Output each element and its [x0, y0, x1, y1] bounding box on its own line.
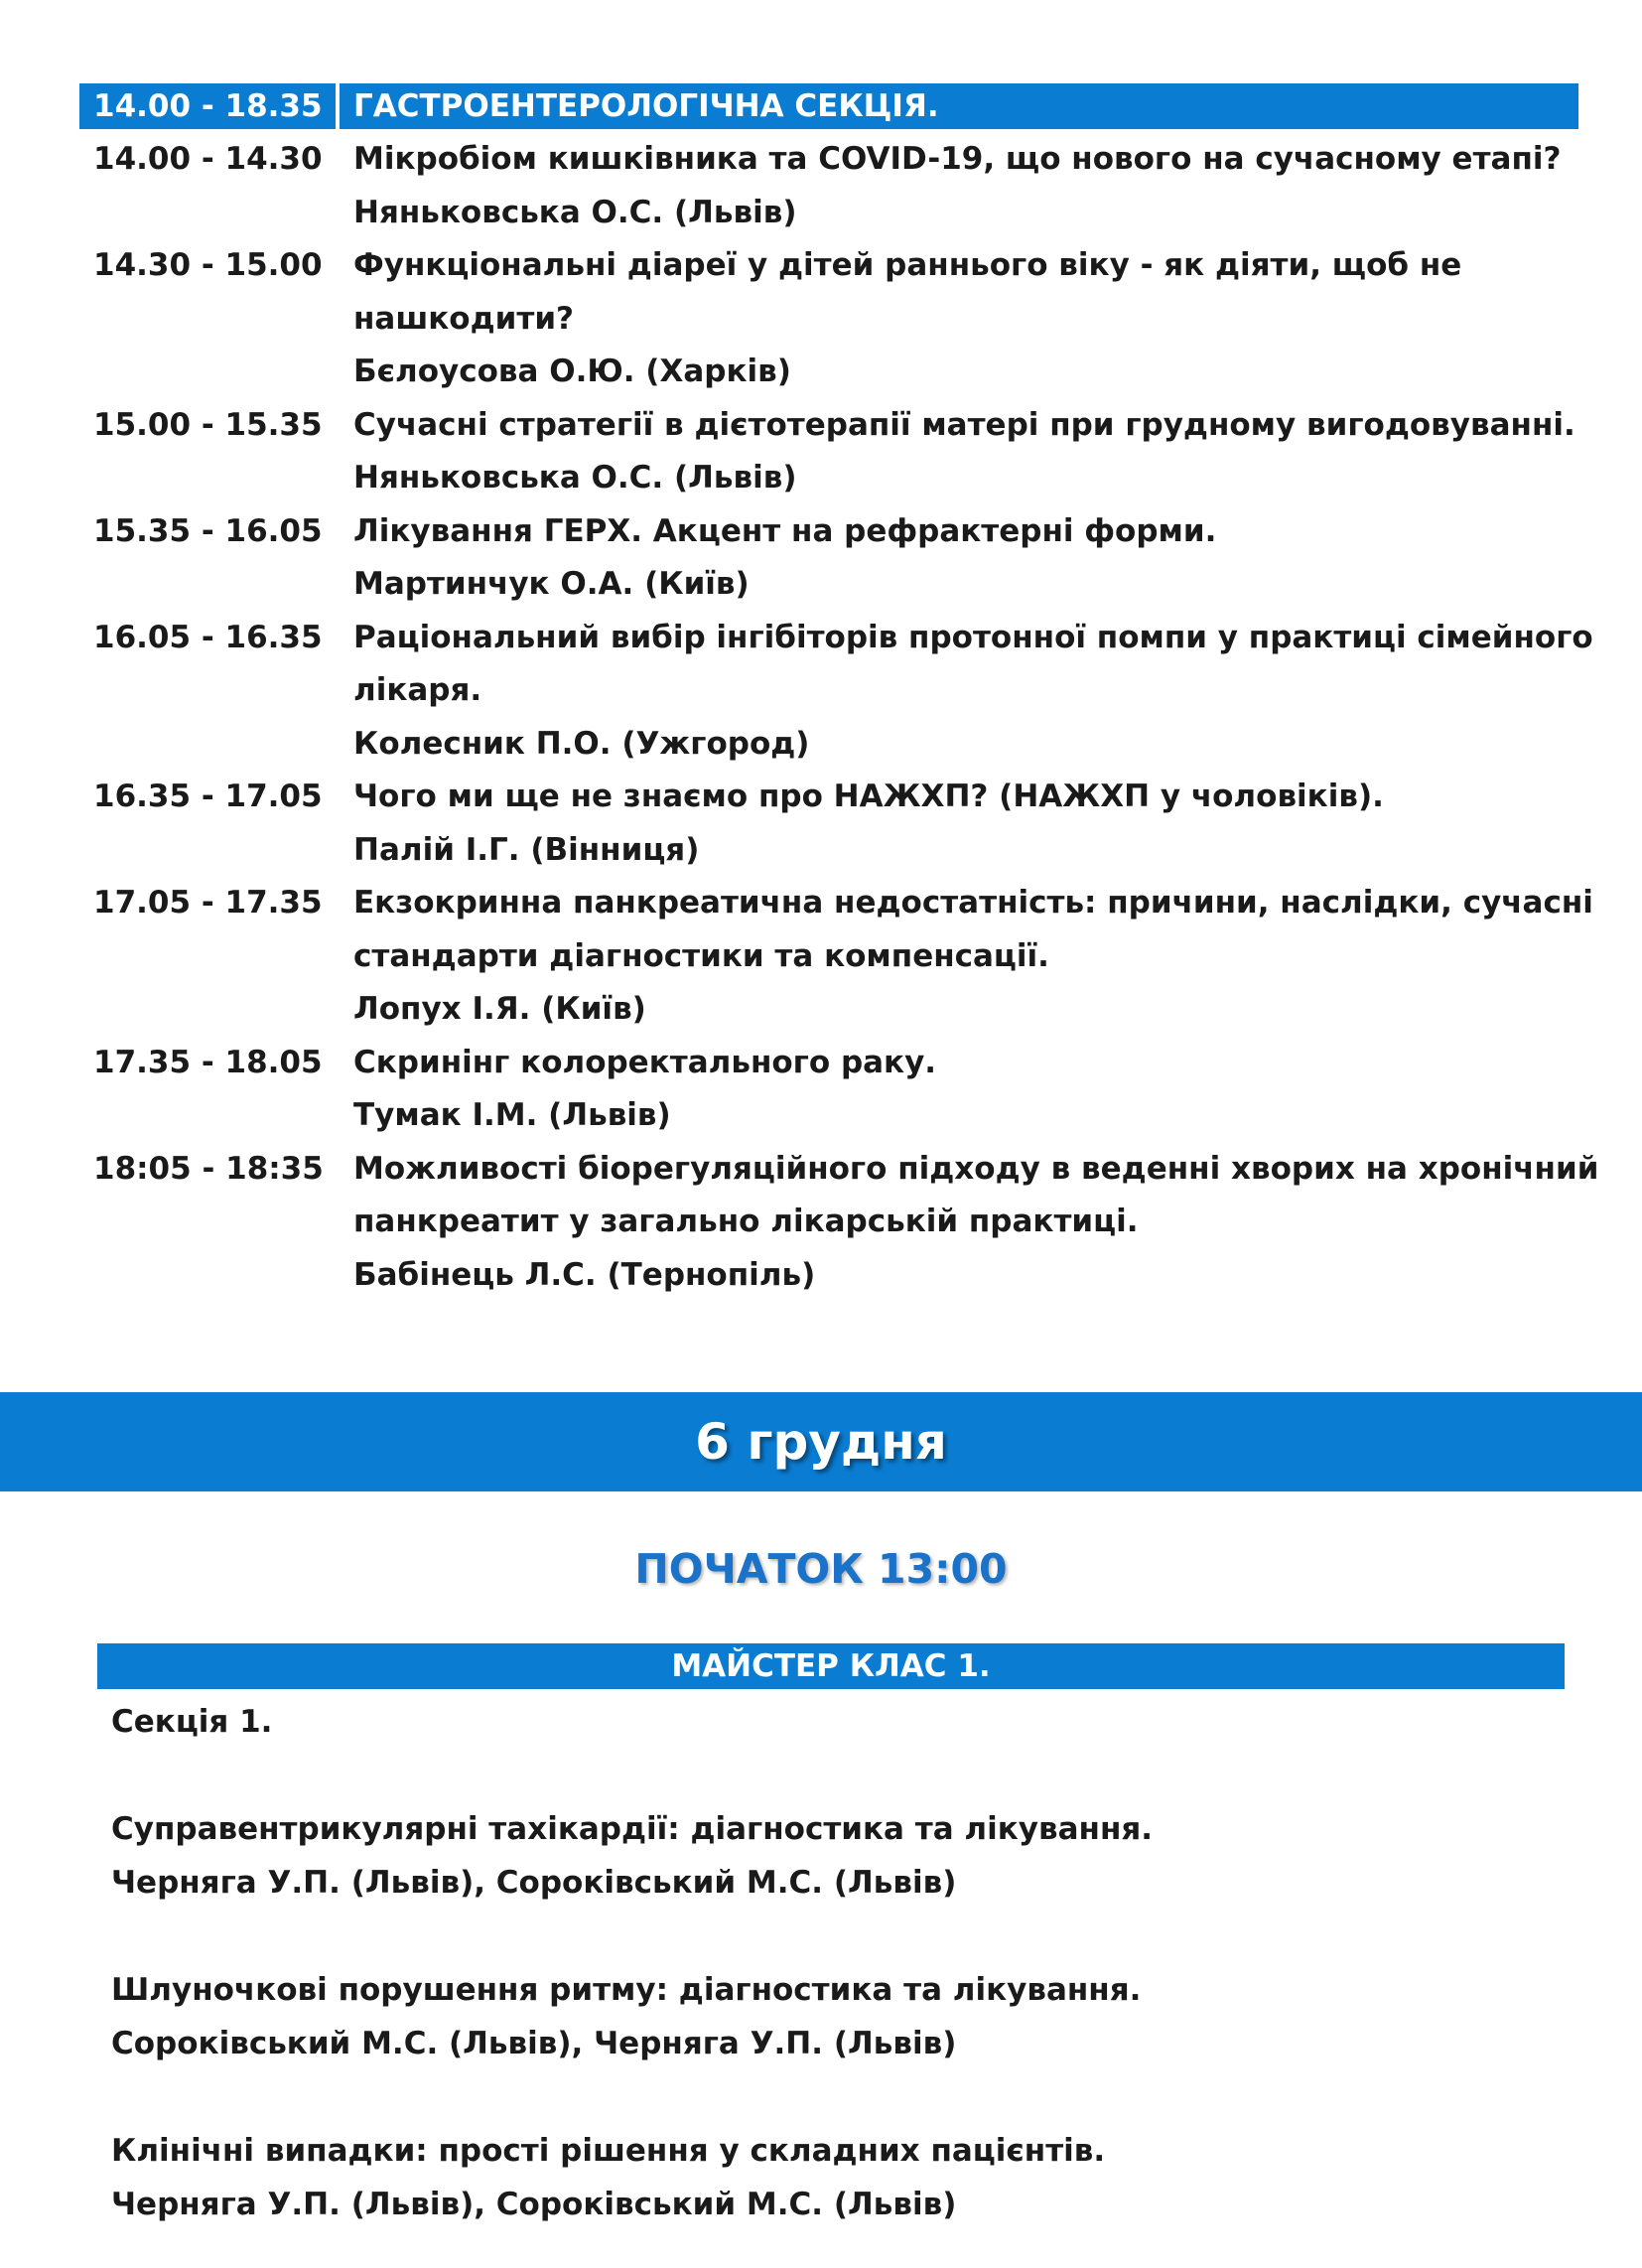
program-content — [353, 399, 1598, 505]
program-content — [353, 1037, 1598, 1143]
blank-line — [111, 2070, 1561, 2124]
blank-line — [111, 1910, 1561, 1963]
program-content — [353, 505, 1598, 612]
program-item — [79, 133, 1598, 239]
talk-title: Функціональні діареї у дітей раннього віку - як діяти, щоб не — [353, 247, 1462, 283]
program-time: 16.35 - 17.05 — [93, 779, 323, 814]
program-item — [79, 771, 1598, 877]
talk-title-cont: нашкодити? — [353, 300, 575, 337]
speaker: Бєлоусова О.Ю. (Харків) — [353, 354, 791, 389]
talk-title: Екзокринна панкреатична недостатність: причини, наслідки, сучасні — [353, 885, 1593, 921]
program-item — [79, 505, 1598, 612]
topic-speakers: Черняга У.П. (Львів), Сороківський М.С. (Львів) — [111, 2187, 957, 2222]
program-content — [353, 877, 1598, 1037]
talk-title: Мікробіом кишківника та COVID-19, що нового на сучасному етапі? — [353, 141, 1562, 177]
program-time: 14.00 - 14.30 — [93, 141, 323, 177]
speaker: Колесник П.О. (Ужгород) — [353, 725, 810, 762]
program-content — [353, 771, 1598, 877]
program-item — [79, 877, 1598, 1037]
program-time: 15.00 - 15.35 — [93, 406, 323, 443]
program-time: 18:05 - 18:35 — [93, 1150, 324, 1187]
speaker: Палій І.Г. (Вінниця) — [353, 831, 700, 868]
talk-title: Сучасні стратегії в дієтотерапії матері при грудному вигодовуванні. — [353, 406, 1575, 443]
talk-title: Чого ми ще не знаємо про НАЖХП? (НАЖХП у чоловіків). — [353, 779, 1384, 814]
session-header-bar — [79, 83, 1578, 129]
program-time: 17.05 - 17.35 — [93, 885, 323, 921]
program-content — [353, 1143, 1598, 1303]
talk-title-cont: панкреатит у загально лікарській практиці. — [353, 1204, 1139, 1239]
speaker: Тумак І.М. (Львів) — [353, 1097, 671, 1133]
section-label: Секція 1. — [111, 1704, 273, 1740]
program-time: 16.05 - 16.35 — [93, 619, 323, 655]
program-time: 17.35 - 18.05 — [93, 1044, 323, 1080]
topic-speakers: Сороківський М.С. (Львів), Черняга У.П. (Львів) — [111, 2026, 957, 2061]
blank-line — [111, 1749, 1561, 1802]
program-content — [353, 612, 1598, 772]
program-content — [353, 133, 1598, 239]
topic-title: Суправентрикулярні тахікардії: діагностика та лікування. — [111, 1811, 1154, 1847]
talk-title-cont: лікаря. — [353, 672, 482, 708]
speaker: Бабінець Л.С. (Тернопіль) — [353, 1256, 816, 1293]
topic-title: Клінічні випадки: прості рішення у складних пацієнтів. — [111, 2133, 1106, 2169]
topic-title: Шлуночкові порушення ритму: діагностика та лікування. — [111, 1972, 1142, 2008]
talk-title: Скринінг колоректального раку. — [353, 1044, 937, 1080]
talk-title: Раціональний вибір інгібіторів протонної помпи у практиці сімейного — [353, 619, 1593, 655]
program-item — [79, 239, 1598, 399]
speaker: Лопух І.Я. (Київ) — [353, 991, 646, 1027]
date-band: 6 грудня — [0, 1392, 1642, 1491]
topic-speakers: Черняга У.П. (Львів), Сороківський М.С. (Львів) — [111, 1865, 957, 1901]
session-divider — [336, 83, 340, 129]
talk-title: Можливості біорегуляційного підходу в веденні хворих на хронічний — [353, 1150, 1599, 1187]
program-time: 15.35 - 16.05 — [93, 512, 323, 549]
speaker: Няньковська О.С. (Львів) — [353, 194, 797, 230]
program-list — [79, 133, 1598, 1302]
talk-title-cont: стандарти діагностики та компенсації. — [353, 937, 1049, 974]
session-time: 14.00 - 18.35 — [93, 88, 323, 124]
session-title: ГАСТРОЕНТЕРОЛОГІЧНА СЕКЦІЯ. — [353, 88, 939, 124]
program-item — [79, 1037, 1598, 1143]
program-time: 14.30 - 15.00 — [93, 247, 323, 283]
speaker: Мартинчук О.А. (Київ) — [353, 566, 750, 602]
start-time-heading: ПОЧАТОК 13:00 — [634, 1545, 1008, 1593]
program-content — [353, 239, 1598, 399]
talk-title: Лікування ГЕРХ. Акцент на рефрактерні форми. — [353, 512, 1217, 549]
program-item — [79, 1143, 1598, 1303]
program-item — [79, 612, 1598, 772]
program-item — [79, 399, 1598, 505]
speaker: Няньковська О.С. (Львів) — [353, 460, 797, 496]
master-class-title-bar: МАЙСТЕР КЛАС 1. — [97, 1643, 1565, 1689]
master-class-content — [111, 1695, 1561, 2231]
